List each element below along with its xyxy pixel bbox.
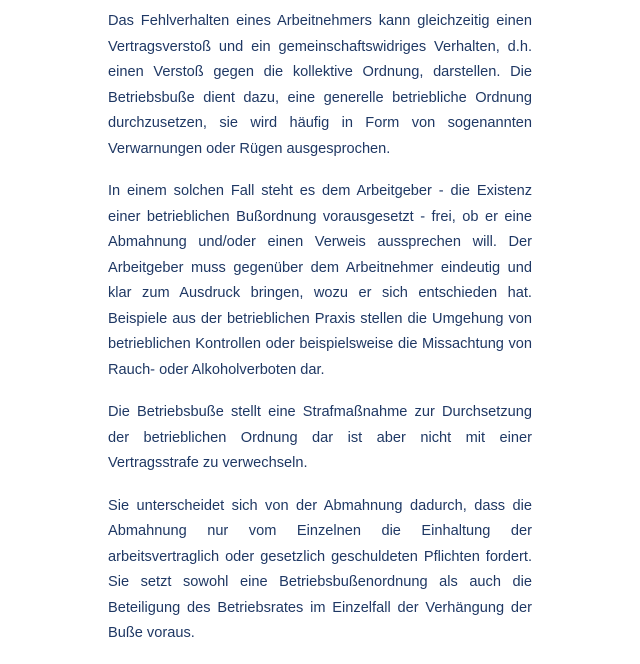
paragraph-4: Sie unterscheidet sich von der Abmahnung dadurch, dass die Abmahnung nur vom Einzelnen die Einhaltung der arbeitsvertraglich oder gesetzlich geschuldeten Pflichten fordert. Sie setzt sowohl eine Betriebsbußenordnung als auch die Beteiligung des Betriebsrates im Einzelfall der Verhängung der Buße voraus. — [108, 497, 532, 641]
document-body — [108, 9, 532, 664]
paragraph-1: Das Fehlverhalten eines Arbeitnehmers kann gleichzeitig einen Vertragsverstoß und ein gemeinschaftswidriges Verhalten, d.h. einen Verstoß gegen die kollektive Ordnung, darstellen. Die Betriebsbuße dient dazu, eine generelle betriebliche Ordnung durchzusetzen, sie wird häufig in Form von sogenannten Verwarnungen oder Rügen ausgesprochen. — [108, 13, 532, 157]
paragraph-2: In einem solchen Fall steht es dem Arbeitgeber - die Existenz einer betrieblichen Bußordnung vorausgesetzt - frei, ob er eine Abmahnung und/oder einen Verweis aussprechen will. Der Arbeitgeber muss gegenüber dem Arbeitnehmer eindeutig und klar zum Ausdruck bringen, wozu er sich entschieden hat. Beispiele aus der betrieblichen Praxis stellen die Umgehung von betrieblichen Kontrollen oder beispielsweise die Missachtung von Rauch- oder Alkoholverboten dar. — [108, 183, 532, 378]
paragraph-3: Die Betriebsbuße stellt eine Strafmaßnahme zur Durchsetzung der betrieblichen Ordnung dar ist aber nicht mit einer Vertragsstrafe zu verwechseln. — [108, 404, 532, 471]
